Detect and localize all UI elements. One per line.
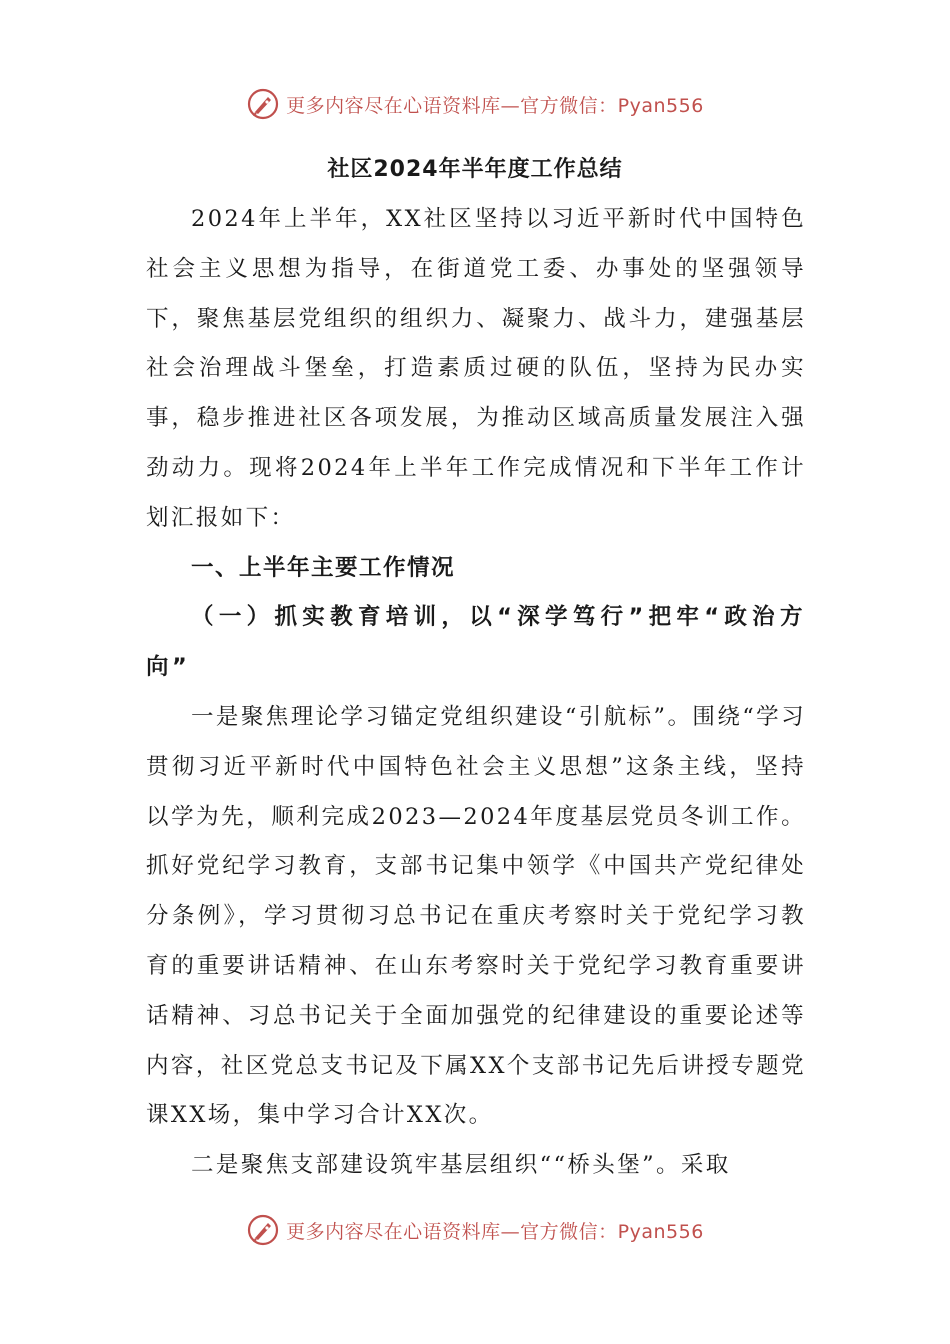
document-body (146, 195, 806, 1191)
watermark-header (0, 82, 950, 126)
document-title: 社区2024年半年度工作总结 (327, 157, 623, 182)
body-paragraph: 一是聚焦理论学习锚定党组织建设“引航标”。围绕“学习贯彻习近平新时代中国特色社会主义思想”这条主线，坚持以学为先，顺利完成2023—2024年度基层党员冬训工作。抓好党纪学习教育，支部书记集中领学《中国共产党纪律处分条例》，学习贯彻习总书记在重庆考察时关于党纪学习教育的重要讲话精神、在山东考察时关于党纪学习教育重要讲话精神、习总书记关于全面加强党的纪律建设的重要论述等内容，社区党总支书记及下属XX个支部书记先后讲授专题党课XX场，集中学习合计XX次。 (146, 703, 806, 1129)
watermark-text: 更多内容尽在心语资料库—官方微信：Pyan556 (286, 94, 704, 117)
watermark-text: 更多内容尽在心语资料库—官方微信：Pyan556 (286, 1220, 704, 1243)
pen-nib-logo-icon (246, 1213, 280, 1247)
section-heading: 一、上半年主要工作情况 (191, 554, 456, 581)
intro-paragraph: 2024年上半年，XX社区坚持以习近平新时代中国特色社会主义思想为指导，在街道党工委、办事处的坚强领导下，聚焦基层党组织的组织力、凝聚力、战斗力，建强基层社会治理战斗堡垒，打造素质过硬的队伍，坚持为民办实事，稳步推进社区各项发展，为推动区域高质量发展注入强劲动力。现将2024年上半年工作完成情况和下半年工作计划汇报如下： (146, 206, 806, 531)
body-paragraph: 二是聚焦支部建设筑牢基层组织““桥头堡”。采取 (191, 1152, 731, 1179)
watermark-wechat-id: Pyan556 (617, 1220, 704, 1243)
pen-nib-logo-icon (246, 87, 280, 121)
subsection-heading: （一）抓实教育培训，以“深学笃行”把牢“政治方向” (146, 604, 806, 681)
watermark-footer (0, 1208, 950, 1252)
watermark-wechat-id: Pyan556 (617, 94, 704, 117)
